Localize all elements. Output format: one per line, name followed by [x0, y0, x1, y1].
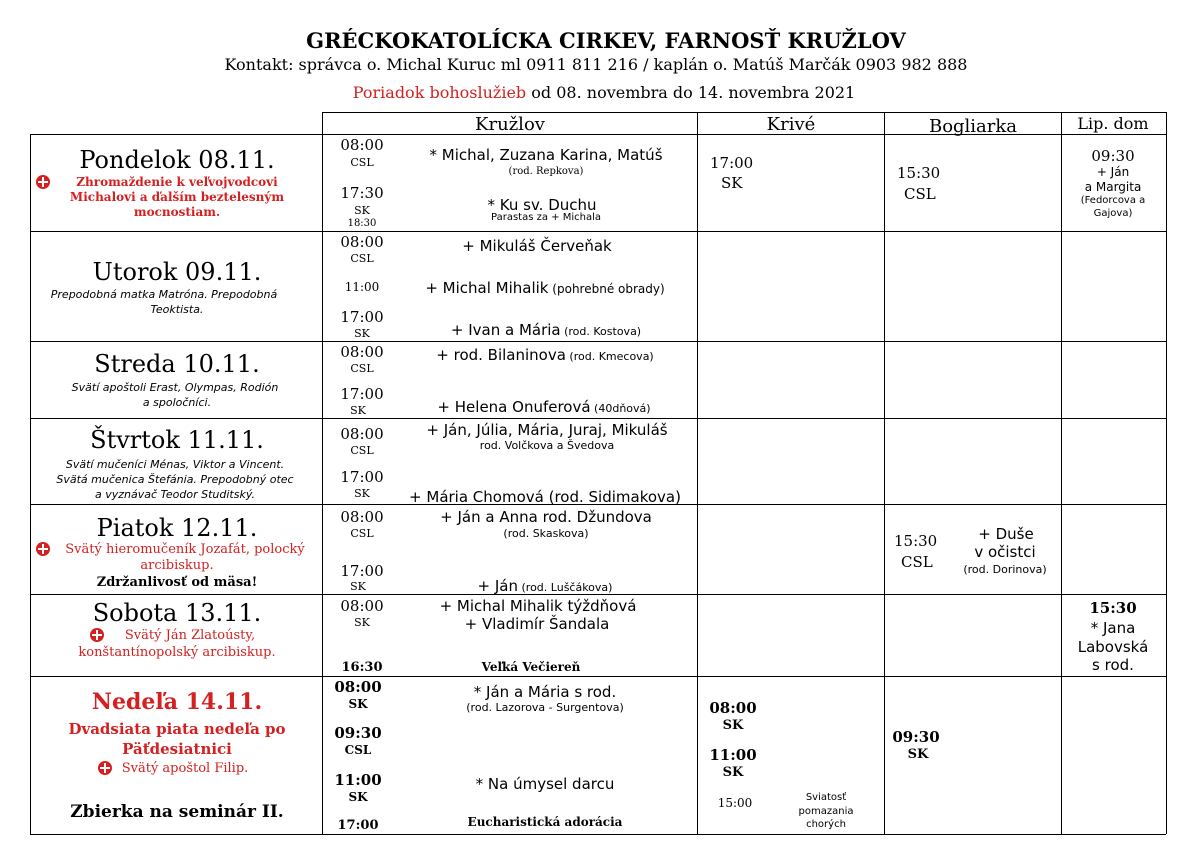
service-rite: CSL: [350, 527, 374, 540]
service-time: 11:00: [334, 771, 382, 789]
service-intention: + Ján: [1096, 165, 1130, 179]
service-time: 08:00: [340, 597, 384, 615]
day-name-thursday: Štvrtok 11.11.: [90, 426, 264, 454]
service-intention: + Mikuláš Červeňak: [462, 237, 612, 255]
day-note: Michalovi a ďalším beztelesným: [69, 190, 285, 204]
service-rite: SK: [722, 765, 744, 780]
day-note: a spoločníci.: [142, 396, 212, 409]
service-intention-name: + Michal Mihalik: [425, 279, 549, 297]
service-intention: v očistci: [974, 543, 1036, 561]
service-intention: + Mária Chomová (rod. Sidimakova): [409, 488, 681, 506]
service-detail: (rod. Kmecova): [565, 350, 654, 363]
red-cross-icon: [36, 542, 50, 556]
column-header-krive: Krivé: [766, 114, 816, 135]
service-time: 08:00: [334, 678, 382, 696]
service-rite: SK: [721, 174, 743, 192]
day-name-saturday: Sobota 13.11.: [92, 599, 262, 627]
service-intention: + Vladimír Šandala: [464, 615, 610, 633]
service-intention: [436, 346, 653, 364]
service-rite: CSL: [350, 156, 374, 169]
service-detail: Gajova): [1093, 208, 1133, 219]
service-rite: SK: [348, 790, 368, 804]
service-intention: a Margita: [1084, 180, 1142, 194]
red-cross-icon: [90, 628, 104, 642]
service-intention: [425, 279, 664, 297]
service-rite: SK: [354, 487, 370, 500]
service-time: 11:00: [344, 280, 380, 294]
service-time: 17:00: [340, 468, 384, 486]
service-detail: (rod. Dorinova): [963, 563, 1047, 576]
service-time: 09:30: [892, 728, 940, 746]
day-note: Svätá mučenica Štefánia. Prepodobný otec: [56, 473, 294, 486]
service-time: 08:00: [340, 233, 384, 251]
day-note: Prepodobná matka Matróna. Prepodobná: [50, 288, 278, 301]
column-header-bogliarka: Bogliarka: [928, 116, 1018, 137]
day-name-friday: Piatok 12.11.: [96, 514, 258, 542]
service-intention-name: + rod. Bilaninova: [436, 346, 566, 364]
service-detail: (pohrebné obrady): [548, 282, 665, 296]
day-note: Zhromaždenie k veľvojvodcovi: [76, 175, 278, 189]
day-name-monday: Pondelok 08.11.: [79, 146, 275, 174]
service-rite: 18:30: [347, 218, 377, 229]
service-rite: CSL: [350, 362, 374, 375]
service-rite: CSL: [350, 252, 374, 265]
day-name-sunday: Nedeľa 14.11.: [91, 689, 263, 715]
service-rite: SK: [350, 404, 366, 417]
service-intention: + Ján, Júlia, Mária, Juraj, Mikuláš: [426, 421, 668, 439]
day-note: Svätý apoštol Filip.: [121, 761, 249, 776]
service-time: 15:30: [897, 164, 941, 182]
service-detail: (rod. Kostova): [560, 325, 642, 338]
service-intention: Eucharistická adorácia: [467, 815, 623, 829]
service-rite: CSL: [904, 185, 936, 203]
schedule-heading: [353, 83, 855, 102]
service-rite: SK: [350, 580, 366, 593]
service-intention: [451, 321, 641, 339]
service-rite: SK: [722, 718, 744, 733]
day-note: Teoktista.: [150, 303, 204, 316]
service-time: 16:30: [341, 660, 383, 675]
service-intention: * Ján a Mária s rod.: [473, 683, 617, 701]
service-time: 15:30: [1089, 599, 1137, 617]
day-note: Svätí mučeníci Ménas, Viktor a Vincent.: [65, 458, 285, 471]
service-rite: SK: [907, 747, 929, 762]
service-detail: (Fedorcova a: [1080, 195, 1146, 206]
service-time: 17:30: [340, 184, 384, 202]
service-time: 09:30: [334, 724, 382, 742]
day-note-bold: Päťdesiatnici: [122, 740, 232, 758]
service-time: 09:30: [1091, 147, 1135, 165]
collection-note: Zbierka na seminár II.: [70, 802, 284, 822]
day-name-tuesday: Utorok 09.11.: [92, 258, 262, 286]
day-note-bold: Dvadsiata piata nedeľa po: [68, 720, 286, 738]
fasting-note: Zdržanlivosť od mäsa!: [96, 575, 258, 590]
service-time: 08:00: [340, 136, 384, 154]
service-intention: Sviatosť: [805, 792, 847, 803]
service-rite: CSL: [901, 553, 933, 571]
service-intention-name: + Helena Onuferová: [437, 398, 591, 416]
service-intention: * Ku sv. Duchu: [487, 196, 597, 214]
schedule-label: Poriadok bohoslužieb: [352, 83, 527, 102]
service-detail: (rod. Skaskova): [503, 527, 589, 540]
service-intention: + Michal Mihalik týždňová: [439, 597, 637, 615]
service-time: 08:00: [340, 425, 384, 443]
day-note: arcibiskup.: [140, 558, 214, 573]
service-intention: * Na úmysel darcu: [475, 775, 615, 793]
schedule-dates: od 08. novembra do 14. novembra 2021: [526, 83, 856, 102]
day-note: a vyznávač Teodor Studitský.: [95, 488, 255, 501]
service-intention: Veľká Večiereň: [481, 660, 581, 674]
red-cross-icon: [98, 761, 112, 775]
service-time: 15:00: [717, 796, 753, 810]
service-rite: SK: [354, 616, 370, 629]
service-intention-name: + Ivan a Mária: [450, 321, 561, 339]
service-rite: SK: [348, 697, 368, 711]
service-rite: CSL: [344, 743, 372, 757]
service-time: 08:00: [340, 508, 384, 526]
service-time: 11:00: [709, 746, 757, 764]
service-detail: Parastas za + Michala: [491, 212, 601, 223]
column-header-kruzlov: Kružlov: [475, 114, 545, 135]
service-intention: * Michal, Zuzana Karina, Matúš: [429, 146, 663, 164]
day-note: konštantínopolský arcibiskup.: [78, 645, 276, 660]
day-note: mocnostiam.: [133, 205, 221, 219]
service-rite: SK: [354, 204, 370, 217]
service-detail: (rod. Luščákova): [518, 581, 613, 594]
service-intention: s rod.: [1092, 656, 1134, 674]
contact-line: Kontakt: správca o. Michal Kuruc ml 0911 811 216 / kaplán o. Matúš Marčák 0903 982 888: [224, 55, 968, 74]
day-note: Svätý Ján Zlatoústy,: [124, 628, 256, 643]
service-intention: chorých: [806, 819, 846, 830]
service-time: 17:00: [710, 154, 754, 172]
service-detail: (rod. Repkova): [508, 166, 584, 177]
service-intention: + Ján a Anna rod. Džundova: [440, 508, 652, 526]
service-time: 17:00: [337, 818, 379, 833]
service-time: 17:00: [340, 308, 384, 326]
day-note: Svätý hieromučeník Jozafát, polocký: [65, 542, 305, 557]
service-intention: + Duše: [978, 525, 1034, 543]
service-detail: (rod. Lazorova - Surgentova): [466, 701, 624, 714]
red-cross-icon: [36, 175, 50, 189]
service-detail: (40dňová): [590, 402, 651, 415]
page-title: GRÉCKOKATOLÍCKA CIRKEV, FARNOSŤ KRUŽLOV: [306, 28, 906, 53]
day-note: Svätí apoštoli Erast, Olympas, Rodión: [71, 381, 279, 394]
service-time: 17:00: [340, 385, 384, 403]
service-time: 17:00: [340, 562, 384, 580]
service-time: 08:00: [340, 343, 384, 361]
service-intention: pomazania: [798, 806, 854, 817]
day-name-wednesday: Streda 10.11.: [94, 350, 260, 378]
service-intention: * Jana: [1090, 619, 1136, 637]
service-intention-name: + Ján: [477, 577, 519, 595]
service-rite: SK: [354, 327, 370, 340]
service-intention: Labovská: [1077, 638, 1149, 656]
service-intention: [437, 398, 650, 416]
service-rite: CSL: [350, 444, 374, 457]
service-time: 08:00: [709, 699, 757, 717]
column-header-lipdom: Lip. dom: [1077, 114, 1149, 133]
service-time: 15:30: [894, 532, 938, 550]
service-detail: rod. Volčkova a Švedova: [479, 439, 615, 452]
service-intention: [478, 577, 613, 595]
